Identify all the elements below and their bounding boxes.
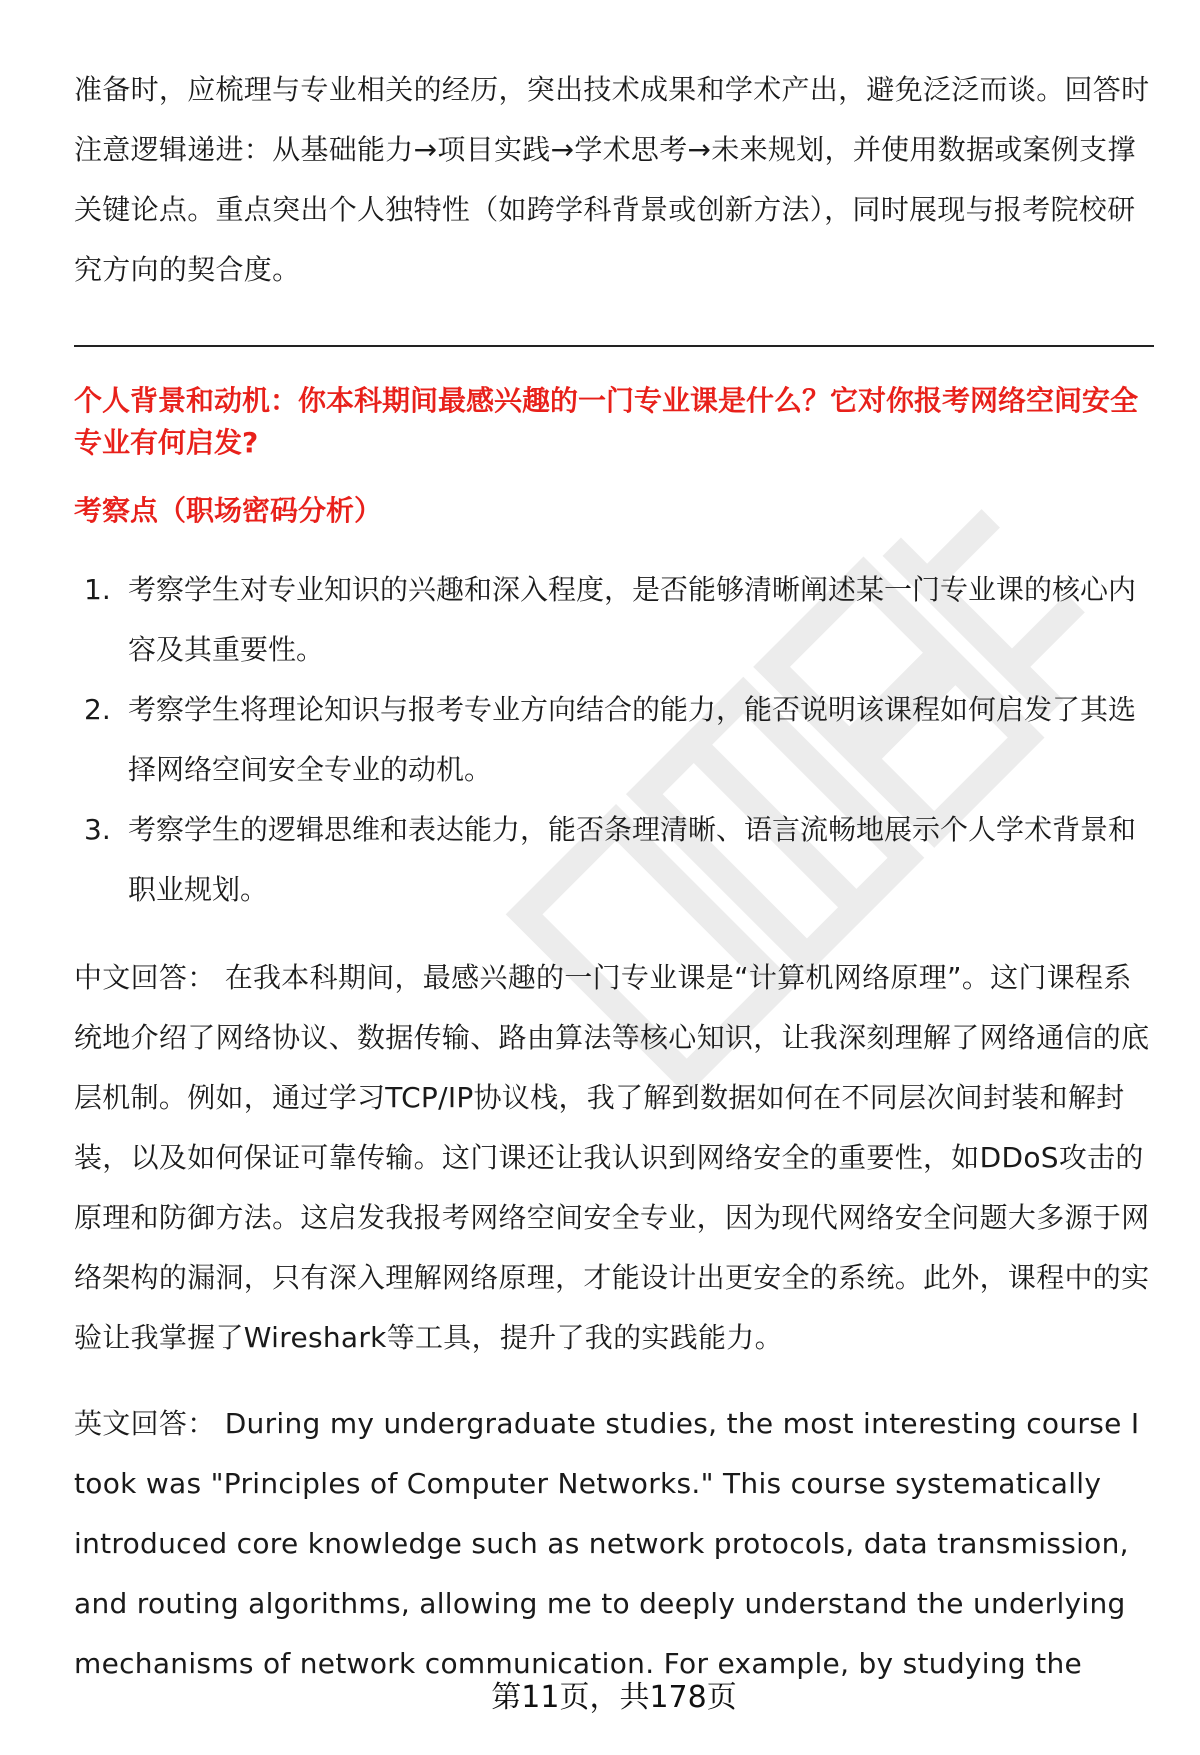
list-item [74,560,1154,680]
assessment-points-heading: 考察点（职场密码分析） [74,494,383,527]
english-answer-paragraph: 英文回答： During my undergraduate studies, the most interesting course I took was "Principles of Computer Networks." This course systematically introduced core knowledge such as network protocols, data transmission, and routing algorithms, allowing me to deeply understand the underlying mechanisms of network communication. For example, by studying the [74,1407,1140,1680]
list-item-text: 考察学生对专业知识的兴趣和深入程度，是否能够清晰阐述某一门专业课的核心内容及其重要性。 [128,573,1137,666]
intro-paragraph: 准备时，应梳理与专业相关的经历，突出技术成果和学术产出，避免泛泛而谈。回答时注意逻辑递进：从基础能力→项目实践→学术思考→未来规划，并使用数据或案例支撑关键论点。重点突出个人独特性（如跨学科背景或创新方法），同时展现与报考院校研究方向的契合度。 [74,73,1150,286]
list-item-text: 考察学生的逻辑思维和表达能力，能否条理清晰、语言流畅地展示个人学术背景和职业规划。 [128,813,1137,906]
assessment-points-list [74,560,1154,920]
chinese-answer-paragraph: 中文回答： 在我本科期间，最感兴趣的一门专业课是“计算机网络原理”。这门课程系统地介绍了网络协议、数据传输、路由算法等核心知识，让我深刻理解了网络通信的底层机制。例如，通过学习TCP/IP协议栈，我了解到数据如何在不同层次间封装和解封装，以及如何保证可靠传输。这门课还让我认识到网络安全的重要性，如DDoS攻击的原理和防御方法。这启发我报考网络空间安全专业，因为现代网络安全问题大多源于网络架构的漏洞，只有深入理解网络原理，才能设计出更安全的系统。此外，课程中的实验让我掌握了Wireshark等工具，提升了我的实践能力。 [74,961,1150,1354]
question-heading: 个人背景和动机：你本科期间最感兴趣的一门专业课是什么？它对你报考网络空间安全专业有何启发? [74,384,1139,459]
list-item-number: 1. [84,573,111,606]
list-item-number: 2. [84,693,111,726]
list-item-number: 3. [84,813,111,846]
list-item-text: 考察学生将理论知识与报考专业方向结合的能力，能否说明该课程如何启发了其选择网络空间安全专业的动机。 [128,693,1137,786]
page-number-footer: 第11页，共178页 [491,1680,737,1715]
document-page [74,0,1154,1755]
section-divider [74,345,1154,347]
list-item [74,680,1154,800]
list-item [74,800,1154,920]
